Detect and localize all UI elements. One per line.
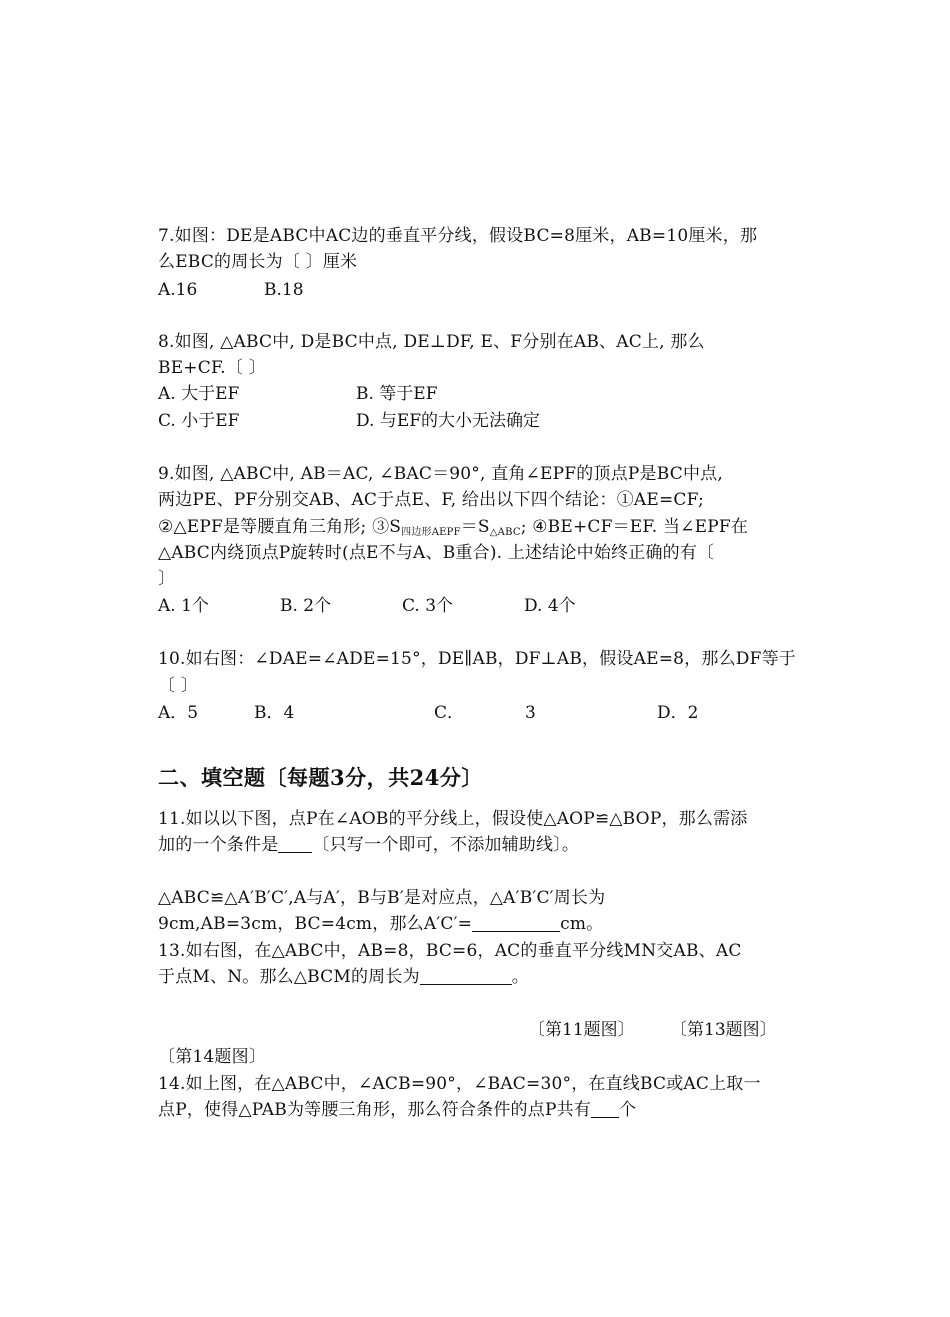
q10-option-c: C． [434, 703, 465, 723]
q7-option-b: B.18 [264, 280, 304, 300]
q9-line-3-part-c: ; ④BE+CF＝EF. 当∠EPF在 [520, 517, 749, 537]
q13-answer-blank[interactable] [420, 966, 512, 985]
q10-option-c-value: 3 [525, 703, 536, 723]
caption-figure-14: 〔第14题图〕 [158, 1047, 267, 1067]
q8-option-b: B. 等于EF [356, 384, 438, 404]
q9-line-5: 〕 [158, 569, 176, 589]
q12-line-2-part-a: 9cm,AB=3cm，BC=4cm，那么A′C′= [158, 914, 473, 934]
q14-line-2-part-b: 个 [619, 1100, 637, 1120]
q12-line-2-part-b: cm。 [560, 914, 604, 934]
q13-line-2-part-a: 于点M、N。那么△BCM的周长为 [158, 967, 420, 987]
q9-option-c: C. 3个 [402, 596, 454, 616]
q9-line-4: △ABC内绕顶点P旋转时(点E不与A、B重合). 上述结论中始终正确的有〔 [158, 543, 715, 563]
q13-line-2 [158, 966, 529, 988]
q10-line-2: 〔 〕 [158, 676, 199, 696]
q8-option-d: D. 与EF的大小无法确定 [356, 411, 541, 431]
q9-line-2: 两边PE、PF分别交AB、AC于点E、F, 给出以下四个结论：①AE=CF; [158, 490, 704, 510]
caption-figure-13: 〔第13题图〕 [670, 1020, 777, 1040]
q13-line-2-part-b: 。 [511, 967, 529, 987]
q8-line-2: BE+CF.〔 〕 [158, 358, 266, 378]
q11-line-2-part-a: 加的一个条件是 [158, 835, 279, 855]
q9-option-a: A. 1个 [158, 596, 209, 616]
caption-figure-11: 〔第11题图〕 [528, 1020, 635, 1040]
q11-line-2 [158, 834, 579, 856]
q9-line-1: 9.如图, △ABC中, AB＝AC, ∠BAC＝90°, 直角∠EPF的顶点P是BC中点, [158, 464, 723, 484]
q9-line-3-part-a: ②△EPF是等腰直角三角形; ③S [158, 517, 402, 537]
q9-option-d: D. 4个 [524, 596, 576, 616]
q9-line-3-sub-1: 四边形AEPF [401, 527, 461, 538]
q11-line-2-part-b: 〔只写一个即可，不添加辅助线〕。 [312, 835, 580, 855]
q8-option-c: C. 小于EF [158, 411, 240, 431]
q12-line-2 [158, 913, 603, 935]
section-2-title: 二、填空题〔每题3分，共24分〕 [158, 765, 483, 790]
q7-line-1: 7.如图：DE是ABC中AC边的垂直平分线，假设BC=8厘米，AB=10厘米，那 [158, 226, 758, 246]
q13-line-1: 13.如右图，在△ABC中，AB=8，BC=6，AC的垂直平分线MN交AB、AC [158, 941, 742, 961]
q8-option-a: A. 大于EF [158, 384, 240, 404]
q9-line-3 [158, 516, 748, 544]
q9-line-3-sub-2: △ABC [489, 527, 521, 538]
q14-line-1: 14.如上图，在△ABC中，∠ACB=90°，∠BAC=30°，在直线BC或AC上取一 [158, 1074, 761, 1094]
q14-line-2 [158, 1099, 636, 1121]
q11-answer-blank[interactable] [278, 834, 312, 853]
q14-line-2-part-a: 点P，使得△PAB为等腰三角形，那么符合条件的点P共有 [158, 1100, 591, 1120]
q8-line-1: 8.如图, △ABC中, D是BC中点, DE⊥DF, E、F分别在AB、AC上, 那么 [158, 332, 705, 352]
q10-option-d: D．2 [657, 703, 699, 723]
q7-option-a: A.16 [158, 280, 198, 300]
q12-answer-blank[interactable] [472, 913, 560, 932]
q10-option-b: B．4 [254, 703, 295, 723]
q9-line-3-part-b: ＝S [460, 517, 490, 537]
q14-answer-blank[interactable] [591, 1099, 619, 1118]
q10-option-a: A．5 [158, 703, 199, 723]
q10-line-1: 10.如右图：∠DAE=∠ADE=15°，DE∥AB，DF⊥AB，假设AE=8，那么DF等于 [158, 649, 796, 669]
q11-line-1: 11.如以以下图，点P在∠AOB的平分线上，假设使△AOP≌△BOP，那么需添 [158, 809, 748, 829]
q9-option-b: B. 2个 [280, 596, 332, 616]
q12-line-1: △ABC≌△A′B′C′,A与A′，B与B′是对应点，△A′B′C′周长为 [158, 888, 606, 908]
q7-line-2: 么EBC的周长为〔 〕厘米 [158, 252, 358, 272]
